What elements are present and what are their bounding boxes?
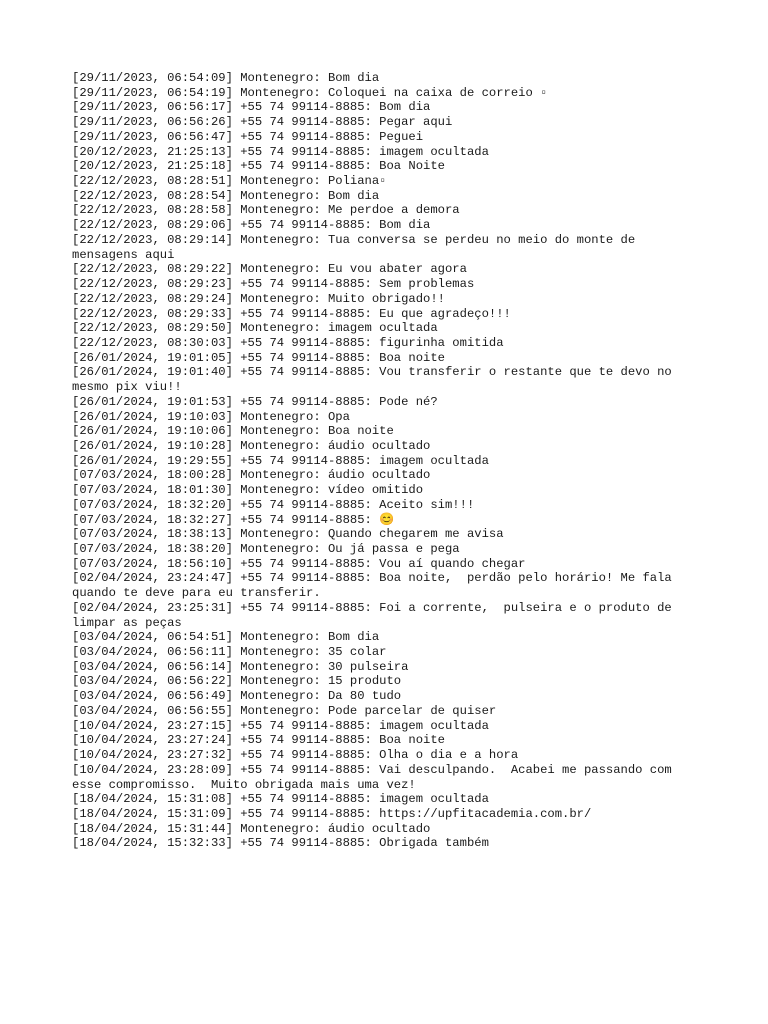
chat-message-line: [20/12/2023, 21:25:13] +55 74 99114-8885: imagem ocultada xyxy=(72,144,489,159)
chat-message-line: [18/04/2024, 15:31:09] +55 74 99114-8885: https://upfitacademia.com.br/ xyxy=(72,806,592,821)
chat-message-line: [07/03/2024, 18:32:27] +55 74 99114-8885: 😊 xyxy=(72,512,395,527)
chat-message-line: [02/04/2024, 23:25:31] +55 74 99114-8885: Foi a corrente, pulseira e o produto de limpar as peças xyxy=(72,600,680,630)
chat-message-line: [10/04/2024, 23:27:32] +55 74 99114-8885: Olha o dia e a hora xyxy=(72,748,519,763)
chat-message-line: [22/12/2023, 08:28:51] Montenegro: Poliana▫ xyxy=(72,174,387,189)
chat-message-line: [26/01/2024, 19:01:40] +55 74 99114-8885: Vou transferir o restante que te devo no mesmo pix viu!! xyxy=(72,365,680,395)
chat-message-line: [22/12/2023, 08:28:58] Montenegro: Me perdoe a demora xyxy=(72,203,460,218)
chat-message-line: [22/12/2023, 08:29:14] Montenegro: Tua conversa se perdeu no meio do monte de mensagens aqui xyxy=(72,232,643,262)
chat-message-line: [22/12/2023, 08:29:33] +55 74 99114-8885: Eu que agradeço!!! xyxy=(72,306,511,321)
chat-message-line: [03/04/2024, 06:56:11] Montenegro: 35 colar xyxy=(72,645,387,660)
chat-message-line: [10/04/2024, 23:27:15] +55 74 99114-8885: imagem ocultada xyxy=(72,718,489,733)
chat-message-line: [07/03/2024, 18:38:20] Montenegro: Ou já passa e pega xyxy=(72,542,460,556)
chat-message-line: [20/12/2023, 21:25:18] +55 74 99114-8885: Boa Noite xyxy=(72,159,445,174)
chat-message-line: [07/03/2024, 18:38:13] Montenegro: Quando chegarem me avisa xyxy=(72,527,504,542)
chat-message-line: [22/12/2023, 08:29:23] +55 74 99114-8885: Sem problemas xyxy=(72,277,475,292)
chat-message-line: [03/04/2024, 06:54:51] Montenegro: Bom dia xyxy=(72,630,380,645)
chat-message-line: [22/12/2023, 08:28:54] Montenegro: Bom dia xyxy=(72,188,380,203)
chat-message-line: [22/12/2023, 08:30:03] +55 74 99114-8885: figurinha omitida xyxy=(72,335,504,350)
chat-message-line: [26/01/2024, 19:01:53] +55 74 99114-8885: Pode né? xyxy=(72,394,438,409)
chat-message-line: [03/04/2024, 06:56:14] Montenegro: 30 pulseira xyxy=(72,659,409,674)
chat-message-line: [29/11/2023, 06:54:09] Montenegro: Bom dia xyxy=(72,71,380,85)
chat-transcript xyxy=(72,71,692,851)
chat-message-line: [26/01/2024, 19:10:03] Montenegro: Opa xyxy=(72,409,350,424)
chat-message-line: [29/11/2023, 06:54:19] Montenegro: Coloquei na caixa de correio ▫ xyxy=(72,85,548,100)
chat-message-line: [29/11/2023, 06:56:17] +55 74 99114-8885: Bom dia xyxy=(72,100,431,115)
chat-message-line: [10/04/2024, 23:28:09] +55 74 99114-8885: Vai desculpando. Acabei me passando com esse compromisso. Muito obrigada mais uma vez! xyxy=(72,762,680,792)
chat-message-line: [07/03/2024, 18:01:30] Montenegro: vídeo omitido xyxy=(72,483,424,498)
chat-message-line: [07/03/2024, 18:56:10] +55 74 99114-8885: Vou aí quando chegar xyxy=(72,556,526,571)
chat-message-line: [10/04/2024, 23:27:24] +55 74 99114-8885: Boa noite xyxy=(72,733,445,748)
chat-message-line: [22/12/2023, 08:29:06] +55 74 99114-8885: Bom dia xyxy=(72,218,431,233)
chat-message-line: [26/01/2024, 19:29:55] +55 74 99114-8885: imagem ocultada xyxy=(72,453,489,468)
chat-message-line: [26/01/2024, 19:10:28] Montenegro: áudio ocultado xyxy=(72,438,431,453)
chat-message-line: [22/12/2023, 08:29:24] Montenegro: Muito obrigado!! xyxy=(72,291,445,306)
chat-message-line: [22/12/2023, 08:29:50] Montenegro: imagem ocultada xyxy=(72,321,438,336)
chat-message-line: [18/04/2024, 15:31:44] Montenegro: áudio ocultado xyxy=(72,821,431,836)
chat-message-line: [07/03/2024, 18:00:28] Montenegro: áudio ocultado xyxy=(72,468,431,483)
chat-message-line: [02/04/2024, 23:24:47] +55 74 99114-8885: Boa noite, perdão pelo horário! Me fala quando te deve para eu transferir. xyxy=(72,571,680,601)
chat-message-line: [07/03/2024, 18:32:20] +55 74 99114-8885: Aceito sim!!! xyxy=(72,497,475,512)
chat-message-line: [26/01/2024, 19:10:06] Montenegro: Boa noite xyxy=(72,424,394,439)
chat-message-line: [29/11/2023, 06:56:26] +55 74 99114-8885: Pegar aqui xyxy=(72,115,453,130)
chat-message-line: [26/01/2024, 19:01:05] +55 74 99114-8885: Boa noite xyxy=(72,350,445,365)
chat-message-line: [03/04/2024, 06:56:22] Montenegro: 15 produto xyxy=(72,674,402,689)
chat-message-line: [22/12/2023, 08:29:22] Montenegro: Eu vou abater agora xyxy=(72,262,467,277)
chat-message-line: [03/04/2024, 06:56:49] Montenegro: Da 80 tudo xyxy=(72,689,402,704)
chat-message-line: [18/04/2024, 15:31:08] +55 74 99114-8885: imagem ocultada xyxy=(72,792,489,807)
chat-message-line: [18/04/2024, 15:32:33] +55 74 99114-8885: Obrigada também xyxy=(72,836,489,851)
chat-message-line: [29/11/2023, 06:56:47] +55 74 99114-8885: Peguei xyxy=(72,129,424,144)
chat-message-line: [03/04/2024, 06:56:55] Montenegro: Pode parcelar de quiser xyxy=(72,703,497,718)
